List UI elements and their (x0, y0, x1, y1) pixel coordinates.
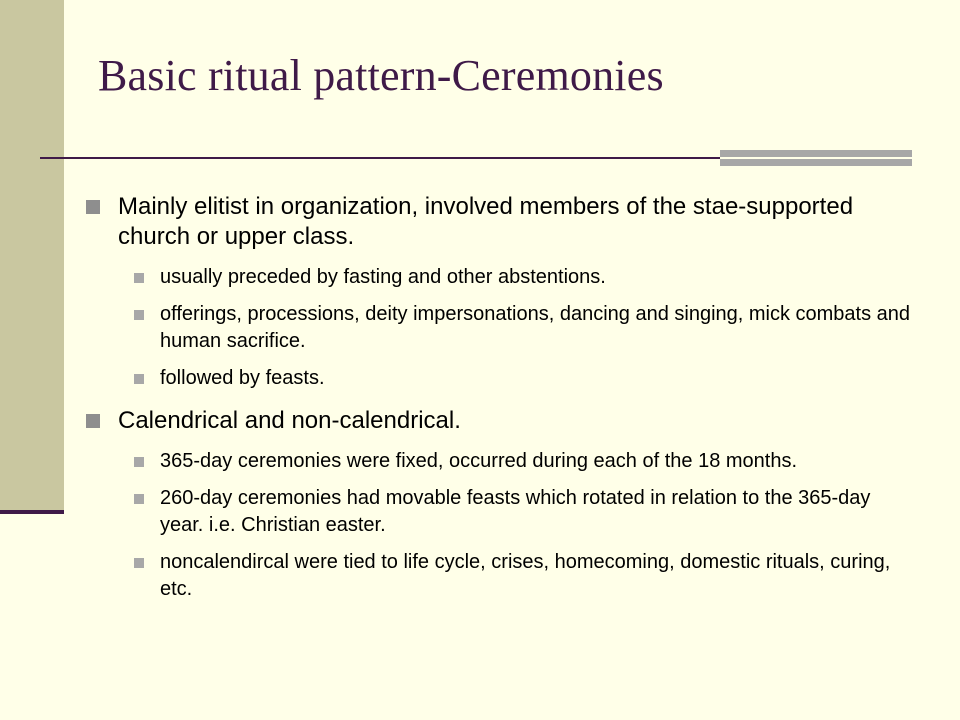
slide-body (86, 192, 916, 613)
square-bullet-icon (134, 494, 144, 504)
square-bullet-icon (134, 273, 144, 283)
sub-bullet-text: noncalendircal were tied to life cycle, crises, homecoming, domestic rituals, curing, etc. (160, 551, 891, 600)
sub-bullet-text: offerings, processions, deity impersonations, dancing and singing, mick combats and human sacrifice. (160, 303, 911, 352)
bullet-level2 (86, 264, 916, 291)
sub-bullet-text: usually preceded by fasting and other abstentions. (160, 266, 606, 288)
bullet-text: Calendrical and non-calendrical. (118, 407, 461, 434)
sub-bullet-text: 365-day ceremonies were fixed, occurred during each of the 18 months. (160, 450, 798, 472)
sub-bullet-text: followed by feasts. (160, 367, 325, 389)
bullet-level2 (86, 448, 916, 475)
slide-title: Basic ritual pattern-Ceremonies (98, 51, 664, 100)
square-bullet-icon (134, 374, 144, 384)
left-accent-bar (0, 0, 64, 512)
square-bullet-icon (134, 558, 144, 568)
bullet-text: Mainly elitist in organization, involved members of the stae-supported church or upper class. (118, 193, 854, 250)
square-bullet-icon (134, 310, 144, 320)
bullet-level2 (86, 485, 916, 539)
left-accent-underline (0, 510, 64, 514)
bullet-level2 (86, 301, 916, 355)
title-divider-accent-line (720, 157, 912, 159)
square-bullet-icon (86, 200, 100, 214)
sub-bullet-text: 260-day ceremonies had movable feasts which rotated in relation to the 365-day year. i.e. Christian easter. (160, 487, 871, 536)
square-bullet-icon (134, 457, 144, 467)
bullet-level1 (86, 406, 916, 436)
bullet-level1 (86, 192, 916, 252)
bullet-level2 (86, 549, 916, 603)
bullet-level2 (86, 365, 916, 392)
square-bullet-icon (86, 414, 100, 428)
